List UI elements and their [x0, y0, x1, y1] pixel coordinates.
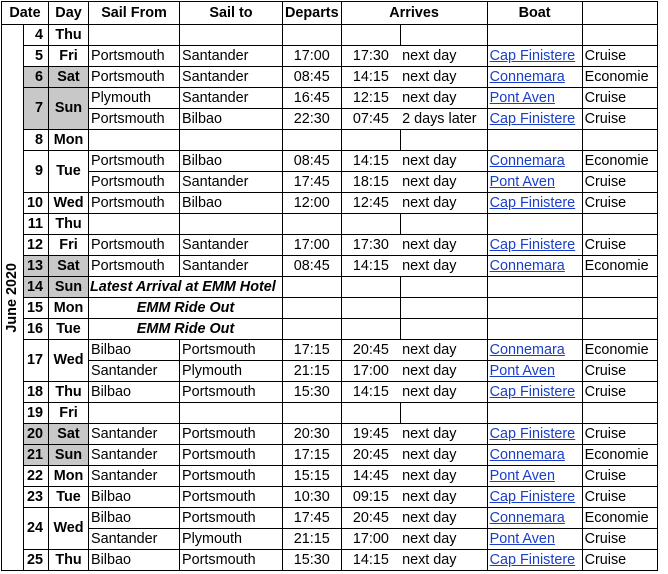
departs-cell: 17:45: [283, 172, 342, 193]
empty-cell: [400, 298, 487, 319]
day-cell: Sat: [49, 67, 89, 88]
empty-cell: [180, 25, 283, 46]
table-row: [2, 340, 658, 361]
boat-cell: [487, 172, 582, 193]
empty-cell: [582, 214, 657, 235]
arrives-time-cell: 19:45: [341, 424, 400, 445]
event-note: EMM Ride Out: [89, 298, 283, 319]
arrives-when-cell: next day: [400, 340, 487, 361]
table-row: [2, 172, 658, 193]
date-cell: 19: [24, 403, 49, 424]
day-cell: Mon: [49, 466, 89, 487]
table-row: [2, 445, 658, 466]
empty-cell: [582, 130, 657, 151]
table-row: [2, 550, 658, 571]
empty-cell: [341, 214, 400, 235]
arrives-when-cell: next day: [400, 67, 487, 88]
boat-link[interactable]: Cap Finistere: [489, 110, 576, 127]
date-cell: 24: [24, 508, 49, 550]
day-cell: Tue: [49, 487, 89, 508]
boat-cell: [487, 466, 582, 487]
empty-cell: [283, 277, 342, 298]
class-cell: Economie: [582, 508, 657, 529]
day-cell: Wed: [49, 193, 89, 214]
arrives-time-cell: 17:00: [341, 361, 400, 382]
class-cell: Cruise: [582, 235, 657, 256]
boat-cell: [487, 193, 582, 214]
sail-to-cell: Plymouth: [180, 529, 283, 550]
month-label-text: June 2020: [4, 262, 20, 333]
table-row: [2, 361, 658, 382]
sail-to-cell: Portsmouth: [180, 466, 283, 487]
empty-cell: [341, 298, 400, 319]
boat-link[interactable]: Cap Finistere: [489, 425, 576, 442]
day-cell: Wed: [49, 508, 89, 550]
boat-link[interactable]: Cap Finistere: [489, 47, 576, 64]
table-row: [2, 25, 658, 46]
sail-to-cell: Santander: [180, 46, 283, 67]
arrives-time-cell: 09:15: [341, 487, 400, 508]
table-row: [2, 508, 658, 529]
empty-cell: [400, 403, 487, 424]
sail-to-cell: Portsmouth: [180, 340, 283, 361]
boat-cell: [487, 340, 582, 361]
arrives-when-cell: next day: [400, 46, 487, 67]
empty-cell: [582, 319, 657, 340]
arrives-header: Arrives: [341, 2, 487, 25]
day-cell: Tue: [49, 319, 89, 340]
sail-from-cell: Santander: [89, 424, 180, 445]
departs-cell: 22:30: [283, 109, 342, 130]
arrives-time-cell: 14:15: [341, 151, 400, 172]
sail-to-header: Sail to: [180, 2, 283, 25]
boat-link[interactable]: Pont Aven: [489, 89, 555, 106]
day-cell: Fri: [49, 403, 89, 424]
class-cell: Cruise: [582, 109, 657, 130]
departs-cell: 20:30: [283, 424, 342, 445]
boat-link[interactable]: Cap Finistere: [489, 551, 576, 568]
departs-cell: 16:45: [283, 88, 342, 109]
schedule-body: [2, 25, 658, 571]
table-row: [2, 319, 658, 340]
table-row: [2, 277, 658, 298]
arrives-when-cell: next day: [400, 550, 487, 571]
empty-cell: [400, 130, 487, 151]
table-row: [2, 256, 658, 277]
empty-cell: [487, 25, 582, 46]
date-cell: 18: [24, 382, 49, 403]
day-cell: Mon: [49, 130, 89, 151]
empty-cell: [89, 25, 180, 46]
arrives-when-cell: next day: [400, 382, 487, 403]
empty-cell: [180, 403, 283, 424]
sail-from-cell: Portsmouth: [89, 109, 180, 130]
table-row: [2, 487, 658, 508]
date-cell: 15: [24, 298, 49, 319]
sail-to-cell: Bilbao: [180, 109, 283, 130]
arrives-time-cell: 20:45: [341, 445, 400, 466]
sail-from-cell: Portsmouth: [89, 67, 180, 88]
empty-cell: [283, 403, 342, 424]
boat-link[interactable]: Pont Aven: [489, 530, 555, 547]
sail-from-cell: Bilbao: [89, 550, 180, 571]
table-row: [2, 109, 658, 130]
date-cell: 8: [24, 130, 49, 151]
date-cell: 21: [24, 445, 49, 466]
arrives-when-cell: next day: [400, 424, 487, 445]
date-cell: 23: [24, 487, 49, 508]
arrives-time-cell: 20:45: [341, 508, 400, 529]
empty-cell: [400, 319, 487, 340]
sail-from-cell: Plymouth: [89, 88, 180, 109]
boat-cell: [487, 424, 582, 445]
empty-cell: [89, 214, 180, 235]
class-cell: Economie: [582, 256, 657, 277]
boat-cell: [487, 256, 582, 277]
sail-to-cell: Bilbao: [180, 151, 283, 172]
arrives-time-cell: 17:30: [341, 235, 400, 256]
departs-cell: 17:15: [283, 340, 342, 361]
arrives-when-cell: 2 days later: [400, 109, 487, 130]
empty-cell: [180, 130, 283, 151]
arrives-time-cell: 14:15: [341, 67, 400, 88]
day-cell: Fri: [49, 46, 89, 67]
sail-to-cell: Santander: [180, 235, 283, 256]
date-cell: 4: [24, 25, 49, 46]
boat-cell: [487, 235, 582, 256]
table-row: [2, 403, 658, 424]
class-cell: Cruise: [582, 550, 657, 571]
date-cell: 9: [24, 151, 49, 193]
boat-cell: [487, 550, 582, 571]
arrives-when-cell: next day: [400, 172, 487, 193]
boat-cell: [487, 487, 582, 508]
sail-from-header: Sail From: [89, 2, 180, 25]
table-row: [2, 88, 658, 109]
sail-to-cell: Portsmouth: [180, 487, 283, 508]
sail-to-cell: Santander: [180, 172, 283, 193]
day-cell: Fri: [49, 235, 89, 256]
arrives-when-cell: next day: [400, 466, 487, 487]
sailing-schedule-table: [1, 1, 658, 571]
class-cell: Economie: [582, 67, 657, 88]
day-cell: Mon: [49, 298, 89, 319]
boat-link[interactable]: Connemara: [489, 152, 565, 169]
sail-from-cell: Bilbao: [89, 508, 180, 529]
table-row: [2, 214, 658, 235]
boat-cell: [487, 151, 582, 172]
empty-cell: [487, 298, 582, 319]
sail-to-cell: Portsmouth: [180, 508, 283, 529]
class-cell: Cruise: [582, 487, 657, 508]
day-cell: Sun: [49, 277, 89, 298]
date-cell: 11: [24, 214, 49, 235]
empty-cell: [341, 277, 400, 298]
empty-cell: [283, 25, 342, 46]
arrives-time-cell: 20:45: [341, 340, 400, 361]
arrives-when-cell: next day: [400, 529, 487, 550]
arrives-time-cell: 14:15: [341, 550, 400, 571]
sail-to-cell: Plymouth: [180, 361, 283, 382]
table-row: [2, 193, 658, 214]
class-cell: Cruise: [582, 193, 657, 214]
empty-cell: [487, 277, 582, 298]
date-cell: 7: [24, 88, 49, 130]
day-cell: Sat: [49, 424, 89, 445]
empty-cell: [400, 25, 487, 46]
class-cell: Cruise: [582, 529, 657, 550]
boat-link[interactable]: Pont Aven: [489, 467, 555, 484]
day-cell: Sun: [49, 88, 89, 130]
date-cell: 25: [24, 550, 49, 571]
empty-cell: [487, 319, 582, 340]
boat-link[interactable]: Connemara: [489, 68, 565, 85]
empty-cell: [400, 214, 487, 235]
departs-cell: 17:15: [283, 445, 342, 466]
departs-cell: 15:30: [283, 550, 342, 571]
table-row: [2, 298, 658, 319]
empty-cell: [341, 319, 400, 340]
arrives-time-cell: 14:45: [341, 466, 400, 487]
table-row: [2, 67, 658, 88]
sail-from-cell: Bilbao: [89, 487, 180, 508]
empty-cell: [400, 277, 487, 298]
event-note: EMM Ride Out: [89, 319, 283, 340]
empty-cell: [283, 298, 342, 319]
sail-to-cell: Santander: [180, 67, 283, 88]
class-cell: Cruise: [582, 424, 657, 445]
boat-cell: [487, 109, 582, 130]
arrives-when-cell: next day: [400, 361, 487, 382]
boat-header: Boat: [487, 2, 582, 25]
sail-from-cell: Portsmouth: [89, 193, 180, 214]
arrives-time-cell: 17:30: [341, 46, 400, 67]
class-cell: Cruise: [582, 361, 657, 382]
arrives-when-cell: next day: [400, 508, 487, 529]
sail-from-cell: Portsmouth: [89, 151, 180, 172]
arrives-time-cell: 14:15: [341, 256, 400, 277]
date-cell: 13: [24, 256, 49, 277]
departs-cell: 15:15: [283, 466, 342, 487]
boat-cell: [487, 508, 582, 529]
day-cell: Thu: [49, 25, 89, 46]
class-cell: Cruise: [582, 172, 657, 193]
boat-cell: [487, 361, 582, 382]
date-cell: 14: [24, 277, 49, 298]
sail-to-cell: Bilbao: [180, 193, 283, 214]
date-cell: 5: [24, 46, 49, 67]
empty-cell: [487, 403, 582, 424]
day-header: Day: [49, 2, 89, 25]
boat-cell: [487, 445, 582, 466]
arrives-time-cell: 14:15: [341, 382, 400, 403]
boat-link[interactable]: Connemara: [489, 257, 565, 274]
boat-link[interactable]: Cap Finistere: [489, 194, 576, 211]
day-cell: Thu: [49, 382, 89, 403]
arrives-time-cell: 07:45: [341, 109, 400, 130]
departs-cell: 08:45: [283, 151, 342, 172]
empty-cell: [341, 403, 400, 424]
arrives-when-cell: next day: [400, 88, 487, 109]
departs-cell: 17:00: [283, 235, 342, 256]
class-cell: Cruise: [582, 466, 657, 487]
table-row: [2, 130, 658, 151]
date-cell: 16: [24, 319, 49, 340]
arrives-time-cell: 17:00: [341, 529, 400, 550]
departs-header: Departs: [283, 2, 342, 25]
table-row: [2, 151, 658, 172]
empty-cell: [487, 214, 582, 235]
sail-from-cell: Santander: [89, 529, 180, 550]
departs-cell: 08:45: [283, 256, 342, 277]
day-cell: Thu: [49, 550, 89, 571]
sail-to-cell: Santander: [180, 256, 283, 277]
sail-from-cell: Portsmouth: [89, 235, 180, 256]
date-cell: 6: [24, 67, 49, 88]
sail-to-cell: Portsmouth: [180, 382, 283, 403]
arrives-time-cell: 18:15: [341, 172, 400, 193]
date-cell: 22: [24, 466, 49, 487]
table-row: [2, 382, 658, 403]
arrives-when-cell: next day: [400, 151, 487, 172]
month-label: [2, 25, 24, 571]
class-cell: Economie: [582, 445, 657, 466]
empty-cell: [283, 319, 342, 340]
date-cell: 17: [24, 340, 49, 382]
sail-from-cell: Bilbao: [89, 382, 180, 403]
class-cell: Cruise: [582, 88, 657, 109]
empty-cell: [89, 130, 180, 151]
table-row: [2, 466, 658, 487]
empty-cell: [582, 298, 657, 319]
sail-to-cell: Portsmouth: [180, 424, 283, 445]
sail-to-cell: Portsmouth: [180, 445, 283, 466]
sail-to-cell: Portsmouth: [180, 550, 283, 571]
boat-link[interactable]: Pont Aven: [489, 173, 555, 190]
arrives-time-cell: 12:45: [341, 193, 400, 214]
departs-cell: 12:00: [283, 193, 342, 214]
date-header: Date: [2, 2, 49, 25]
sail-from-cell: Santander: [89, 361, 180, 382]
departs-cell: 08:45: [283, 67, 342, 88]
table-row: [2, 529, 658, 550]
boat-link[interactable]: Connemara: [489, 446, 565, 463]
day-cell: Sun: [49, 445, 89, 466]
arrives-when-cell: next day: [400, 193, 487, 214]
class-cell: Cruise: [582, 46, 657, 67]
boat-link[interactable]: Pont Aven: [489, 362, 555, 379]
boat-link[interactable]: Cap Finistere: [489, 383, 576, 400]
arrives-time-cell: 12:15: [341, 88, 400, 109]
boat-link[interactable]: Connemara: [489, 509, 565, 526]
boat-cell: [487, 88, 582, 109]
boat-cell: [487, 382, 582, 403]
table-row: [2, 235, 658, 256]
class-cell: Cruise: [582, 382, 657, 403]
empty-cell: [180, 214, 283, 235]
event-note: Latest Arrival at EMM Hotel: [89, 277, 283, 298]
departs-cell: 17:45: [283, 508, 342, 529]
sail-to-cell: Santander: [180, 88, 283, 109]
sail-from-cell: Portsmouth: [89, 256, 180, 277]
date-cell: 10: [24, 193, 49, 214]
departs-cell: 10:30: [283, 487, 342, 508]
sail-from-cell: Portsmouth: [89, 46, 180, 67]
table-row: [2, 46, 658, 67]
day-cell: Sat: [49, 256, 89, 277]
boat-cell: [487, 67, 582, 88]
date-cell: 20: [24, 424, 49, 445]
arrives-when-cell: next day: [400, 256, 487, 277]
departs-cell: 17:00: [283, 46, 342, 67]
boat-cell: [487, 46, 582, 67]
empty-cell: [582, 25, 657, 46]
departs-cell: 15:30: [283, 382, 342, 403]
arrives-when-cell: next day: [400, 235, 487, 256]
empty-cell: [283, 214, 342, 235]
sail-from-cell: Portsmouth: [89, 172, 180, 193]
table-row: [2, 424, 658, 445]
departs-cell: 21:15: [283, 529, 342, 550]
boat-link[interactable]: Cap Finistere: [489, 236, 576, 253]
empty-cell: [582, 277, 657, 298]
class-cell: Economie: [582, 340, 657, 361]
boat-link[interactable]: Connemara: [489, 341, 565, 358]
arrives-when-cell: next day: [400, 445, 487, 466]
empty-cell: [341, 25, 400, 46]
empty-cell: [283, 130, 342, 151]
class-cell: Economie: [582, 151, 657, 172]
arrives-when-cell: next day: [400, 487, 487, 508]
day-cell: Tue: [49, 151, 89, 193]
empty-cell: [487, 130, 582, 151]
header-row: [2, 2, 658, 25]
sail-from-cell: Santander: [89, 466, 180, 487]
empty-cell: [341, 130, 400, 151]
date-cell: 12: [24, 235, 49, 256]
class-header: [582, 2, 657, 25]
empty-cell: [89, 403, 180, 424]
departs-cell: 21:15: [283, 361, 342, 382]
empty-cell: [582, 403, 657, 424]
boat-link[interactable]: Cap Finistere: [489, 488, 576, 505]
day-cell: Thu: [49, 214, 89, 235]
day-cell: Wed: [49, 340, 89, 382]
boat-cell: [487, 529, 582, 550]
sail-from-cell: Santander: [89, 445, 180, 466]
sail-from-cell: Bilbao: [89, 340, 180, 361]
